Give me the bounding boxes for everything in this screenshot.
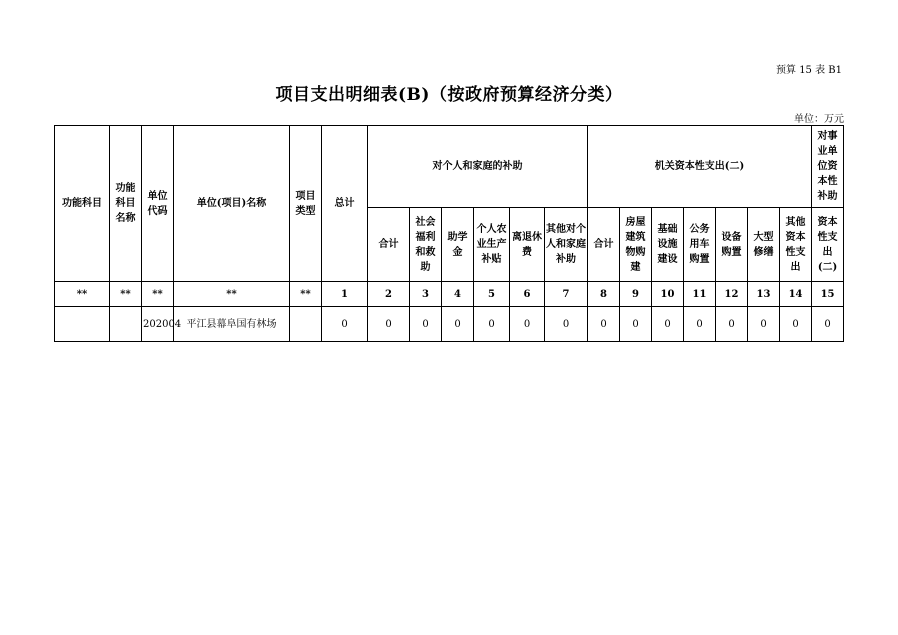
index-cell: 6 xyxy=(510,282,545,307)
cell-value: 0 xyxy=(545,307,588,342)
header-enterprise-capital-group: 对事业单位资本性补助 xyxy=(812,126,844,208)
header-farm-subsidy: 个人农业生产补贴 xyxy=(474,208,510,282)
cell-value: 0 xyxy=(620,307,652,342)
index-cell: ** xyxy=(55,282,110,307)
header-project-type: 项目类型 xyxy=(290,126,322,282)
header-personal-subtotal: 合计 xyxy=(368,208,410,282)
index-cell: 8 xyxy=(588,282,620,307)
cell-unit-code: 202004 xyxy=(142,307,174,342)
cell-value: 0 xyxy=(812,307,844,342)
page-title: 项目支出明细表(B)（按政府预算经济分类） xyxy=(275,85,623,105)
cell-value: 0 xyxy=(442,307,474,342)
header-scholarship: 助学金 xyxy=(442,208,474,282)
cell-func-subject-name xyxy=(110,307,142,342)
header-retirement: 离退休费 xyxy=(510,208,545,282)
cell-value: 0 xyxy=(780,307,812,342)
index-cell: ** xyxy=(142,282,174,307)
header-vehicle: 公务用车购置 xyxy=(684,208,716,282)
unit-label: 单位：万元 xyxy=(794,114,844,125)
index-cell: 7 xyxy=(545,282,588,307)
header-infrastructure: 基础设施建设 xyxy=(652,208,684,282)
header-repair: 大型修缮 xyxy=(748,208,780,282)
cell-value: 0 xyxy=(510,307,545,342)
header-social-welfare: 社会福利和救助 xyxy=(410,208,442,282)
budget-table xyxy=(54,125,844,342)
index-cell: 1 xyxy=(322,282,368,307)
cell-value: 0 xyxy=(748,307,780,342)
header-unit-name: 单位(项目)名称 xyxy=(174,126,290,282)
index-cell: 14 xyxy=(780,282,812,307)
index-cell: 3 xyxy=(410,282,442,307)
header-capital-subtotal: 合计 xyxy=(588,208,620,282)
header-group-personal-subsidy: 对个人和家庭的补助 xyxy=(368,126,588,208)
index-cell: 10 xyxy=(652,282,684,307)
index-cell: 4 xyxy=(442,282,474,307)
index-cell: 11 xyxy=(684,282,716,307)
index-cell: 13 xyxy=(748,282,780,307)
index-cell: ** xyxy=(110,282,142,307)
header-func-subject-name: 功能科目名称 xyxy=(110,126,142,282)
header-other-personal: 其他对个人和家庭补助 xyxy=(545,208,588,282)
cell-value: 0 xyxy=(410,307,442,342)
header-equipment: 设备购置 xyxy=(716,208,748,282)
index-cell: 5 xyxy=(474,282,510,307)
table-row xyxy=(55,307,844,342)
cell-value: 0 xyxy=(652,307,684,342)
header-other-capital: 其他资本性支出 xyxy=(780,208,812,282)
index-cell: ** xyxy=(174,282,290,307)
header-unit-code: 单位代码 xyxy=(142,126,174,282)
index-cell: 15 xyxy=(812,282,844,307)
header-enterprise-capital: 资本性支出(二) xyxy=(812,208,844,282)
index-cell: ** xyxy=(290,282,322,307)
cell-func-subject xyxy=(55,307,110,342)
form-code: 预算 15 表 B1 xyxy=(776,65,842,76)
cell-value: 0 xyxy=(716,307,748,342)
index-cell: 12 xyxy=(716,282,748,307)
cell-value: 0 xyxy=(368,307,410,342)
header-func-subject: 功能科目 xyxy=(55,126,110,282)
index-cell: 9 xyxy=(620,282,652,307)
header-total: 总计 xyxy=(322,126,368,282)
cell-unit-name: 平江县幕阜国有林场 xyxy=(174,307,290,342)
index-cell: 2 xyxy=(368,282,410,307)
cell-project-type xyxy=(290,307,322,342)
cell-value: 0 xyxy=(322,307,368,342)
cell-value: 0 xyxy=(684,307,716,342)
header-building: 房屋建筑物购建 xyxy=(620,208,652,282)
cell-value: 0 xyxy=(588,307,620,342)
index-row xyxy=(55,282,844,307)
header-group-capital-expense: 机关资本性支出(二) xyxy=(588,126,812,208)
cell-value: 0 xyxy=(474,307,510,342)
